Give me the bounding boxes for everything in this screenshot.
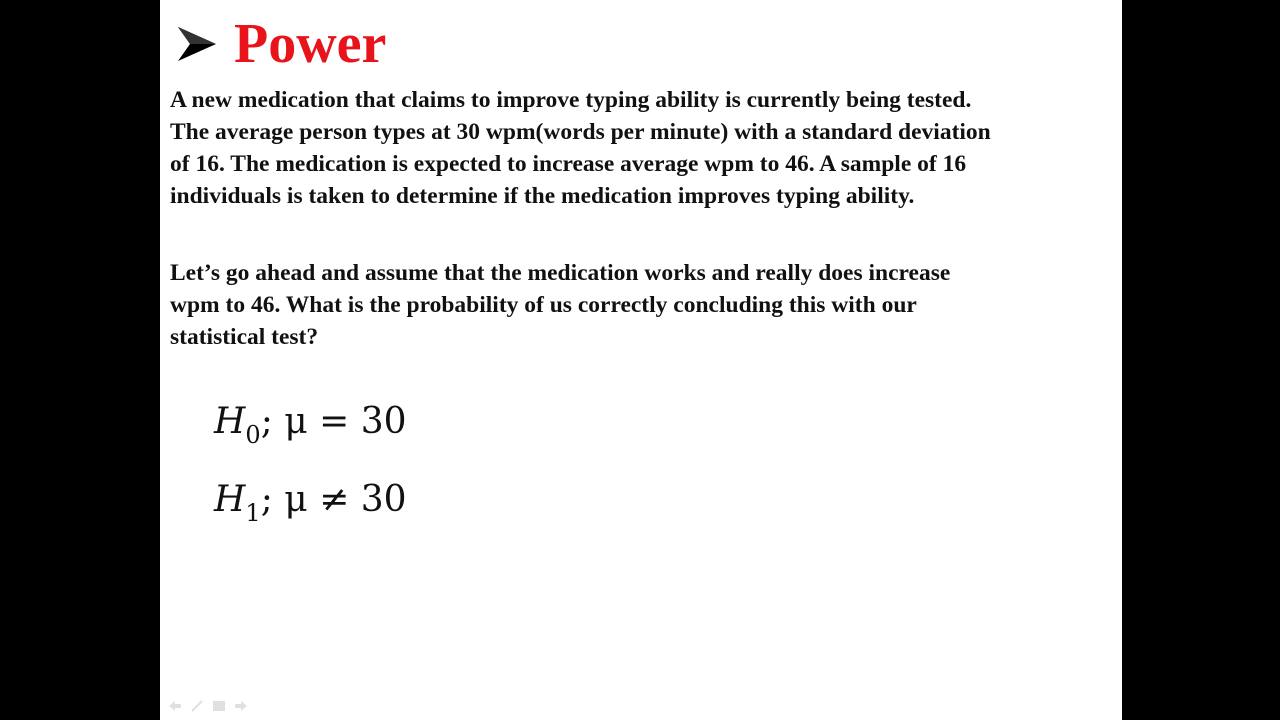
slideshow-nav-controls xyxy=(168,700,248,712)
paragraph-line: statistical test? xyxy=(170,324,319,350)
hypothesis-statement: ; μ ≠ 30 xyxy=(260,479,407,520)
question-paragraph xyxy=(170,257,1110,353)
paragraph-line: wpm to 46. What is the probability of us correctly concluding this with our xyxy=(170,292,917,318)
null-hypothesis xyxy=(214,401,407,449)
hypothesis-statement: ; μ = 30 xyxy=(260,401,407,442)
arrowhead-bullet-icon xyxy=(174,21,220,67)
hypothesis-subscript: 1 xyxy=(245,499,261,527)
paragraph-line: A new medication that claims to improve typing ability is currently being tested. xyxy=(170,87,972,113)
title-row xyxy=(174,12,386,76)
pen-icon[interactable] xyxy=(190,700,204,712)
alternative-hypothesis xyxy=(214,479,407,527)
paragraph-line: The average person types at 30 wpm(words per minute) with a standard deviation xyxy=(170,119,991,145)
slide xyxy=(160,0,1122,720)
paragraph-line: of 16. The medication is expected to increase average wpm to 46. A sample of 16 xyxy=(170,151,967,177)
hypothesis-variable: H xyxy=(214,401,246,442)
problem-paragraph xyxy=(170,84,1110,212)
hypothesis-variable: H xyxy=(214,479,246,520)
paragraph-line: individuals is taken to determine if the medication improves typing ability. xyxy=(170,183,915,209)
slide-title: Power xyxy=(234,13,387,75)
hypothesis-subscript: 0 xyxy=(245,421,261,449)
menu-icon[interactable] xyxy=(212,700,226,712)
paragraph-line: Let’s go ahead and assume that the medication works and really does increase xyxy=(170,260,951,286)
next-arrow-icon[interactable] xyxy=(234,700,248,712)
prev-arrow-icon[interactable] xyxy=(168,700,182,712)
